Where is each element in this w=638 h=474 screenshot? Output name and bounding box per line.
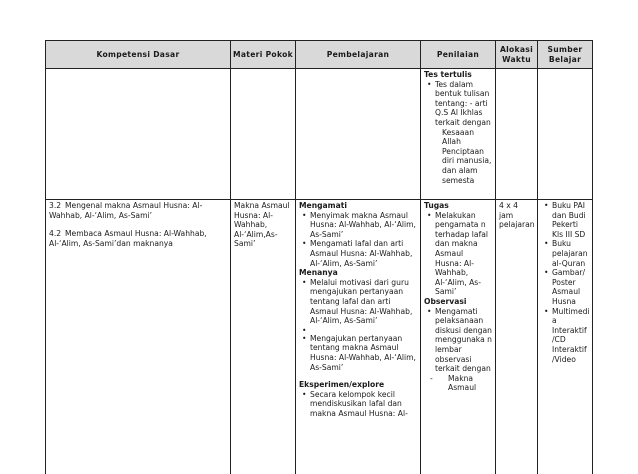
eksperimen-title: Eksperimen/explore bbox=[299, 380, 417, 390]
cell-penilaian bbox=[421, 200, 496, 474]
menanya-title: Menanya bbox=[299, 268, 417, 278]
table-row bbox=[46, 200, 593, 474]
cell-pembelajaran bbox=[296, 69, 421, 200]
header-penilaian: Penilaian bbox=[421, 41, 496, 69]
header-row bbox=[46, 41, 593, 69]
penilaian-list bbox=[424, 80, 492, 128]
list-item: • Buku PAI dan Budi Pekerti Kls III SD bbox=[552, 201, 589, 239]
syllabus-table bbox=[45, 40, 593, 474]
menanya-list bbox=[299, 278, 417, 372]
list-item: • Melalui motivasi dari guru mengajukan pertanyaan tentang lafal dan arti Asmaul Husna: Al-Wahhab, Al-‘Alim, As-Sami’ bbox=[310, 278, 417, 326]
header-sumber-belajar: Sumber Belajar bbox=[538, 41, 593, 69]
kd-number: 3.2 bbox=[49, 201, 65, 211]
mengamati-list bbox=[299, 211, 417, 269]
tugas-list bbox=[424, 211, 492, 297]
list-item: • Buku pelajaran al-Quran bbox=[552, 239, 589, 268]
cell-materi bbox=[231, 69, 296, 200]
list-item: • Tes dalam bentuk tulisan tentang: - arti Q.S Al Ikhlas terkait dengan bbox=[435, 80, 492, 128]
observasi-dash-item: - Makna Asmaul bbox=[424, 374, 492, 393]
cell-kompetensi bbox=[46, 69, 231, 200]
list-item: • Secara kelompok kecil mendiskusikan lafal dan makna Asmaul Husna: Al- bbox=[310, 390, 417, 419]
cell-alokasi: 4 x 4 jam pelajaran bbox=[496, 200, 538, 474]
penilaian-sub: Kesaaan Allah Penciptaan diri manusia, dan alam semesta bbox=[424, 128, 492, 186]
penilaian-title: Tes tertulis bbox=[424, 70, 492, 80]
header-pembelajaran: Pembelajaran bbox=[296, 41, 421, 69]
list-item: • Menyimak makna Asmaul Husna: Al-Wahhab, Al-‘Alim, As-Sami’ bbox=[310, 211, 417, 240]
cell-alokasi bbox=[496, 69, 538, 200]
cell-pembelajaran bbox=[296, 200, 421, 474]
list-item: • Multimedi a Interaktif /CD Interaktif /Video bbox=[552, 307, 589, 365]
cell-sumber bbox=[538, 200, 593, 474]
list-item: • Mengamati pelaksanaan diskusi dengan menggunaka n lembar observasi terkait dengan bbox=[435, 307, 492, 374]
list-item: • Mengamati lafal dan arti Asmaul Husna: Al-Wahhab, Al-‘Alim, As-Sami’ bbox=[310, 239, 417, 268]
header-kompetensi-dasar: Kompetensi Dasar bbox=[46, 41, 231, 69]
spacer bbox=[310, 326, 417, 334]
cell-materi: Makna Asmaul Husna: Al-Wahhab, Al-‘Alim,As-Sami’ bbox=[231, 200, 296, 474]
kd-item bbox=[49, 229, 227, 248]
tugas-title: Tugas bbox=[424, 201, 492, 211]
header-materi-pokok: Materi Pokok bbox=[231, 41, 296, 69]
kd-number: 4.2 bbox=[49, 229, 65, 239]
kd-text: Mengenal makna Asmaul Husna: Al-Wahhab, Al-‘Alim, As-Sami’ bbox=[49, 201, 202, 220]
observasi-list bbox=[424, 307, 492, 374]
table-row bbox=[46, 69, 593, 200]
list-item: • Mengajukan pertanyaan tentang makna Asmaul Husna: Al-Wahhab, Al-‘Alim, As-Sami’ bbox=[310, 334, 417, 372]
list-item: • Melakukan pengamata n terhadap lafal dan makna Asmaul Husna: Al-Wahhab, Al-‘Alim, As-Sami’ bbox=[435, 211, 492, 297]
spacer bbox=[299, 372, 417, 380]
kd-item bbox=[49, 201, 227, 220]
kd-text: Membaca Asmaul Husna: Al-Wahhab, Al-‘Alim, As-Sami’dan maknanya bbox=[49, 229, 207, 248]
eksperimen-list bbox=[299, 390, 417, 419]
cell-sumber bbox=[538, 69, 593, 200]
list-item: • Gambar/ Poster Asmaul Husna bbox=[552, 268, 589, 306]
header-alokasi-waktu: Alokasi Waktu bbox=[496, 41, 538, 69]
cell-penilaian bbox=[421, 69, 496, 200]
cell-kompetensi bbox=[46, 200, 231, 474]
observasi-title: Observasi bbox=[424, 297, 492, 307]
mengamati-title: Mengamati bbox=[299, 201, 417, 211]
sumber-list bbox=[541, 201, 589, 364]
